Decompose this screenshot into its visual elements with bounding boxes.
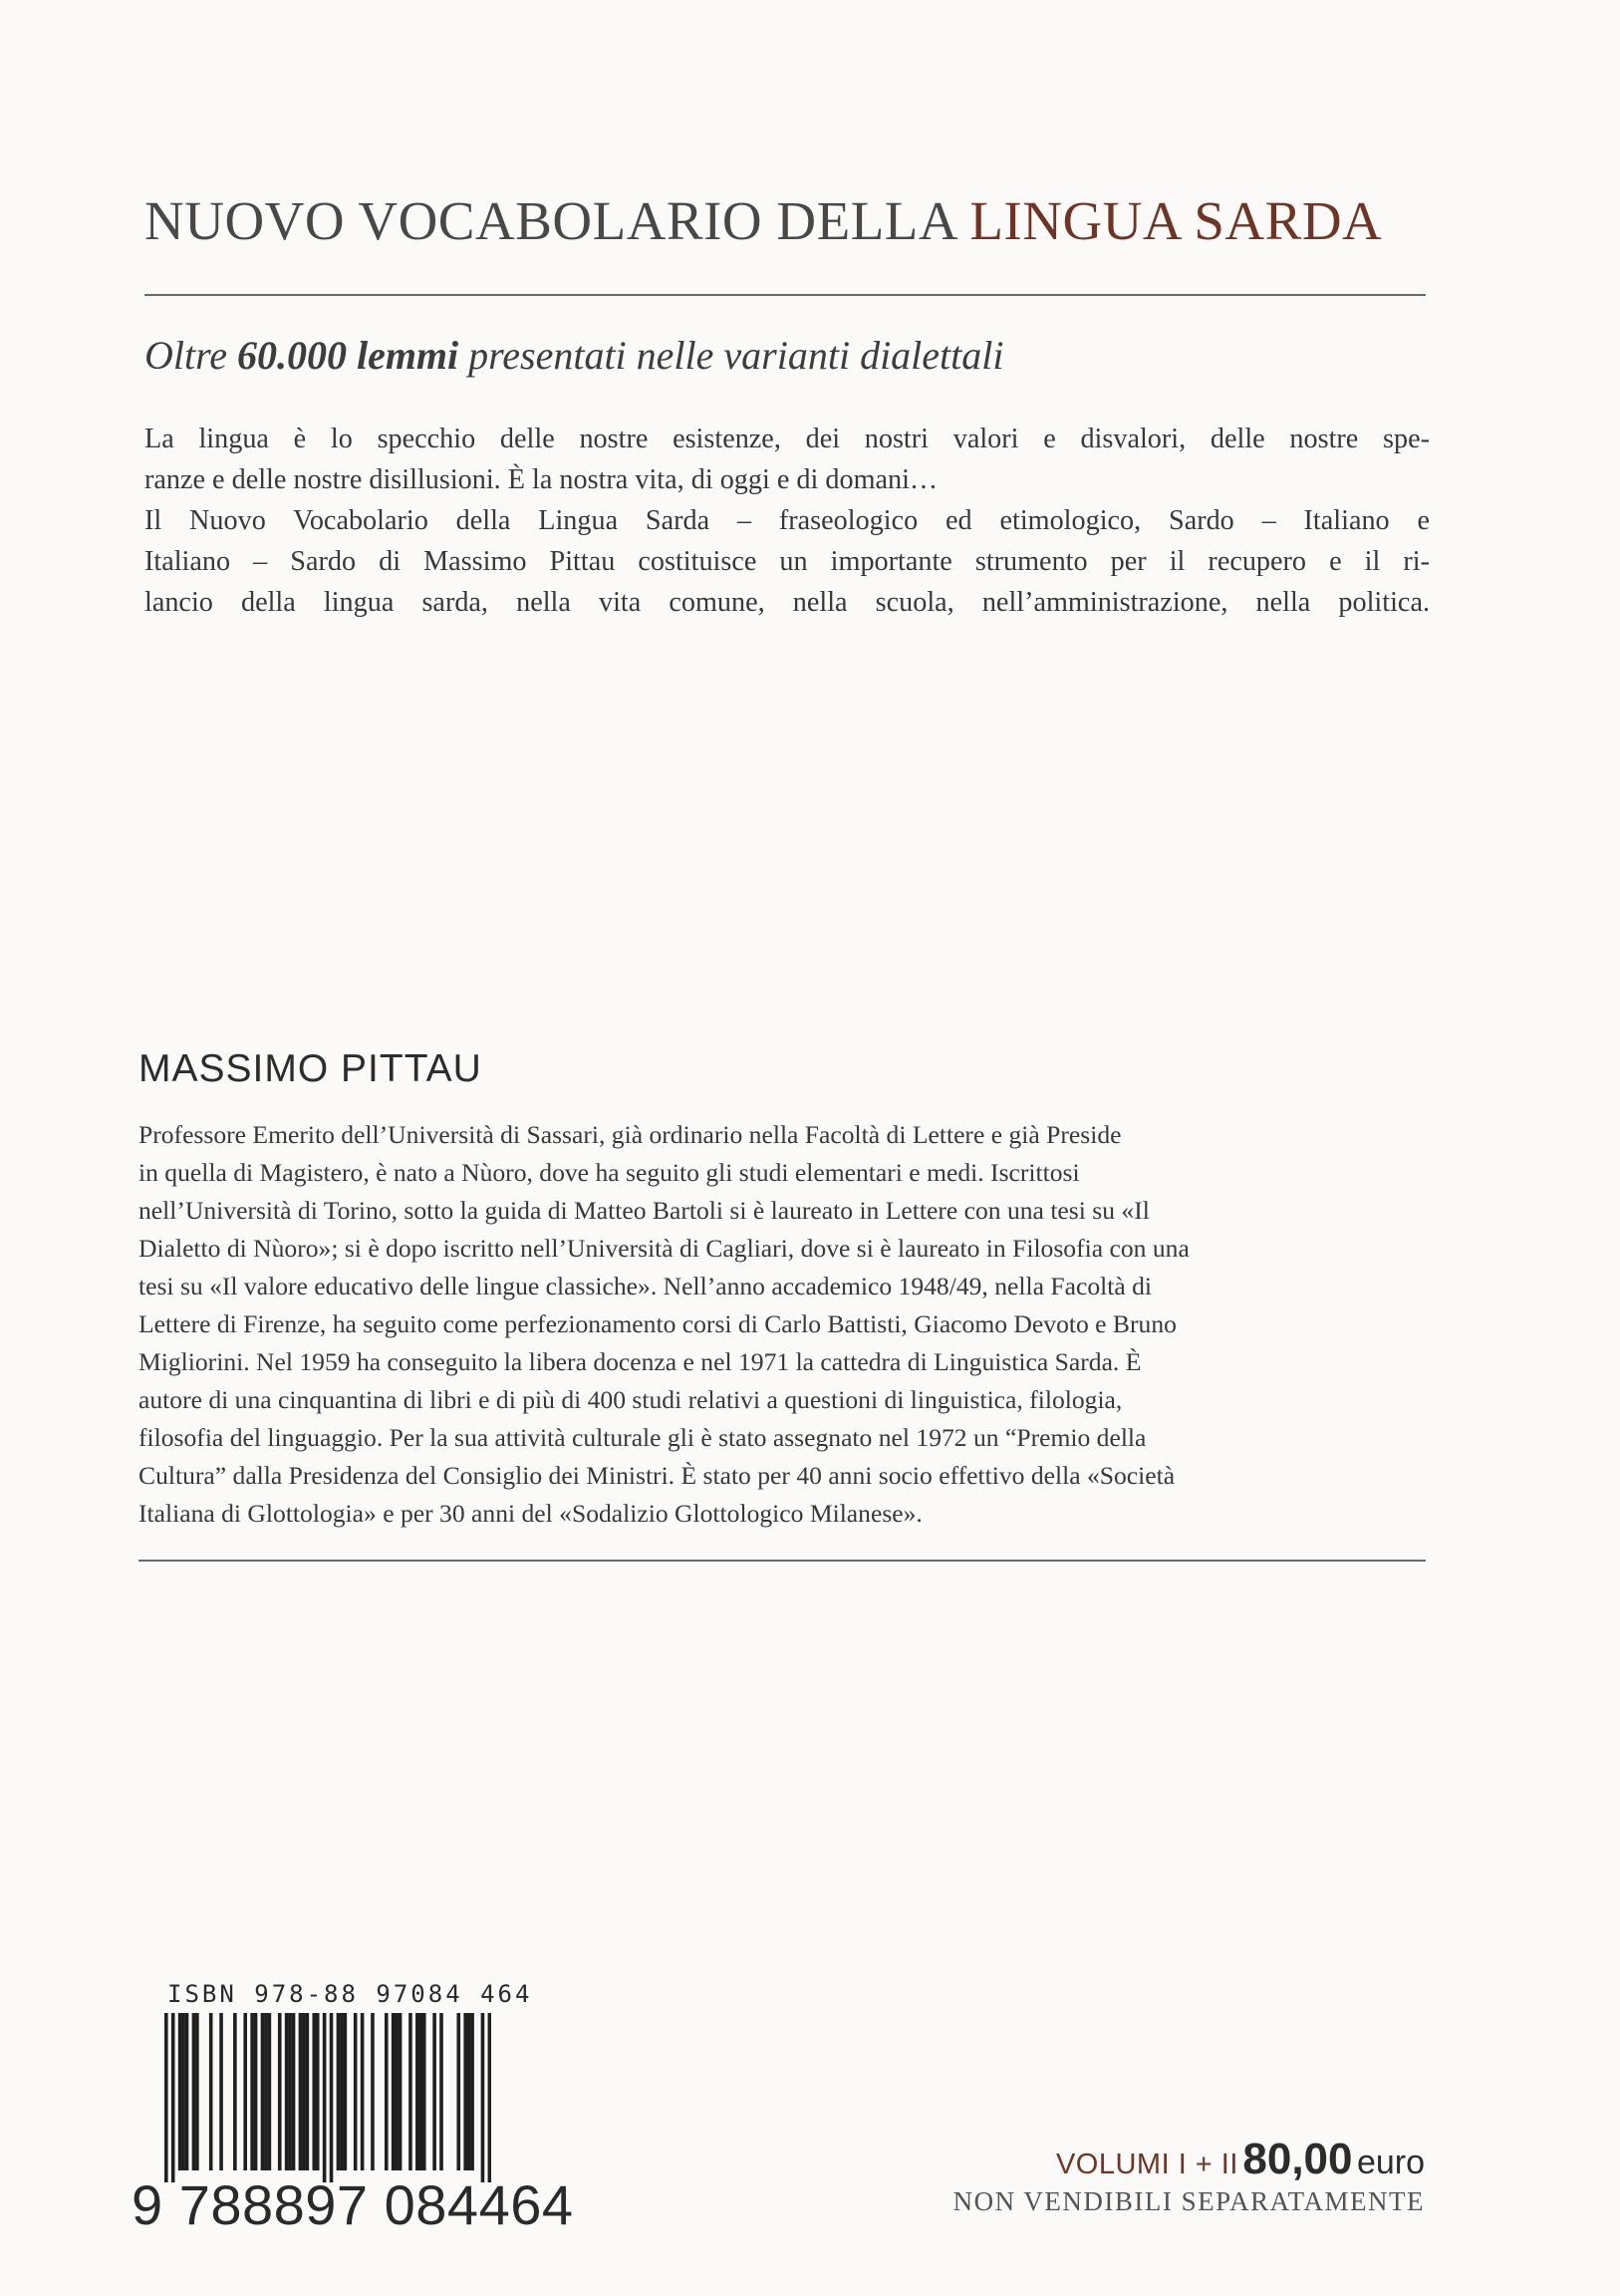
- isbn-label: ISBN 978-88 97084 464: [167, 1980, 533, 2008]
- bio-line: Lettere di Firenze, ha seguito come perfezionamento corsi di Carlo Battisti, Giacomo Devoto e Bruno: [138, 1309, 1177, 1338]
- bio-line: Professore Emerito dell’Università di Sassari, già ordinario nella Facoltà di Lettere e già Preside: [138, 1120, 1122, 1149]
- barcode-bar: [164, 2013, 168, 2182]
- barcode-bar: [354, 2013, 358, 2170]
- barcode-bar: [250, 2013, 254, 2170]
- price-currency: euro: [1356, 2144, 1425, 2181]
- barcode-bar: [288, 2013, 292, 2170]
- barcode-bar: [302, 2013, 306, 2170]
- barcode-bar: [385, 2013, 389, 2170]
- price-volumes: VOLUMI I + II: [1055, 2149, 1238, 2180]
- intro-line: La lingua è lo specchio delle nostre esistenze, dei nostri valori e disvalori, delle nostre spe-: [144, 424, 1430, 454]
- barcode-bar: [243, 2013, 247, 2170]
- subtitle-post: presentati nelle varianti dialettali: [458, 333, 1004, 378]
- bio-line: Dialetto di Nùoro»; si è dopo iscritto nell’Università di Cagliari, dove si è laureato in Filosofia con una: [138, 1234, 1190, 1263]
- barcode-bar: [192, 2013, 196, 2170]
- barcode-bar: [306, 2013, 310, 2170]
- barcode-bar: [415, 2013, 419, 2170]
- barcode-bar: [470, 2013, 474, 2170]
- barcode-bar: [361, 2013, 365, 2170]
- book-title-accent: LINGUA SARDA: [969, 190, 1383, 251]
- barcode-bar: [316, 2013, 320, 2170]
- bio-line: in quella di Magistero, è nato a Nùoro, dove ha seguito gli studi elementari e medi. Iscrittosi: [138, 1158, 1080, 1187]
- barcode-bar: [185, 2013, 189, 2170]
- book-title-prefix: NUOVO VOCABOLARIO DELLA: [144, 190, 970, 251]
- bio-line: nell’Università di Torino, sotto la guida di Matteo Bartoli si è laureato in Lettere con una tesi su «Il: [138, 1196, 1150, 1225]
- subtitle: [144, 333, 1004, 378]
- barcode-bar: [395, 2013, 399, 2170]
- intro-line: Il Nuovo Vocabolario della Lingua Sarda – fraseologico ed etimologico, Sardo – Italiano e: [144, 505, 1430, 536]
- barcode-bar: [432, 2013, 436, 2170]
- price-amount: 80,00: [1242, 2135, 1353, 2183]
- price-line: [1055, 2135, 1425, 2183]
- barcode-bar: [209, 2013, 213, 2170]
- barcode-bar: [299, 2013, 303, 2170]
- barcode-bar: [371, 2013, 375, 2170]
- barcode-bar: [171, 2013, 175, 2182]
- barcode-bar: [481, 2013, 485, 2182]
- price-note: NON VENDIBILI SEPARATAMENTE: [952, 2186, 1425, 2216]
- barcode-bar: [178, 2013, 182, 2170]
- barcode-bar: [488, 2013, 491, 2182]
- barcode-digits: 9 788897 084464: [132, 2173, 574, 2236]
- bio-line: Italiana di Glottologia» e per 30 anni del «Sodalizio Glottologico Milanese».: [138, 1499, 923, 1528]
- barcode-bar: [278, 2013, 282, 2170]
- barcode-bar: [399, 2013, 403, 2170]
- barcode-bar: [268, 2013, 272, 2170]
- bio-line: Cultura” dalla Presidenza del Consiglio dei Ministri. È stato per 40 anni socio effettivo della «Società: [138, 1461, 1176, 1490]
- top-divider: [144, 294, 1426, 296]
- barcode-bar: [261, 2013, 265, 2170]
- intro-line: lancio della lingua sarda, nella vita comune, nella scuola, nell’amministrazione, nella politica.: [144, 587, 1430, 618]
- barcode-bar: [254, 2013, 258, 2170]
- author-name: MASSIMO PITTAU: [138, 1047, 482, 1090]
- barcode-bar: [233, 2013, 237, 2170]
- barcode-bar: [467, 2013, 471, 2170]
- subtitle-pre: Oltre: [144, 333, 237, 378]
- subtitle-bold: 60.000 lemmi: [236, 333, 459, 378]
- barcode-bar: [219, 2013, 223, 2170]
- barcode-bar: [344, 2013, 348, 2170]
- barcode-bar: [181, 2013, 185, 2170]
- bio-line: autore di una cinquantina di libri e di più di 400 studi relativi a questioni di linguistica, filologia,: [138, 1385, 1123, 1414]
- bio-line: tesi su «Il valore educativo delle lingue classiche». Nell’anno accademico 1948/49, nella Facoltà di: [138, 1272, 1153, 1300]
- bio-line: filosofia del linguaggio. Per la sua attività culturale gli è stato assegnato nel 1972 un “Premio della: [138, 1423, 1147, 1452]
- barcode-bar: [392, 2013, 396, 2170]
- barcode-bar: [285, 2013, 289, 2170]
- barcode-bar: [323, 2013, 327, 2182]
- barcode-bar: [195, 2013, 199, 2170]
- barcode-bar: [418, 2013, 422, 2170]
- intro-line: ranze e delle nostre disillusioni. È la nostra vita, di oggi e di domani…: [144, 464, 939, 495]
- barcode-bar: [264, 2013, 268, 2170]
- barcode-bar: [312, 2013, 316, 2170]
- book-title: [144, 190, 1383, 251]
- barcode-bar: [292, 2013, 296, 2170]
- barcode-bar: [422, 2013, 426, 2170]
- bottom-divider: [138, 1560, 1426, 1562]
- author-bio: [138, 1116, 1429, 1533]
- bio-line: Migliorini. Nel 1959 ha conseguito la libera docenza e nel 1971 la cattedra di Linguistica Sarda. È: [138, 1347, 1142, 1376]
- barcode-bar: [337, 2013, 341, 2170]
- intro-line: Italiano – Sardo di Massimo Pittau costituisce un importante strumento per il recupero e il ri-: [144, 546, 1430, 577]
- barcode-bar: [408, 2013, 412, 2170]
- barcode-bar: [330, 2013, 334, 2182]
- barcode-icon: [164, 2013, 491, 2182]
- intro-paragraph: [144, 419, 1430, 623]
- barcode-bar: [463, 2013, 467, 2170]
- barcode-bar: [439, 2013, 443, 2170]
- barcode-bar: [340, 2013, 344, 2170]
- barcode-bar: [456, 2013, 460, 2170]
